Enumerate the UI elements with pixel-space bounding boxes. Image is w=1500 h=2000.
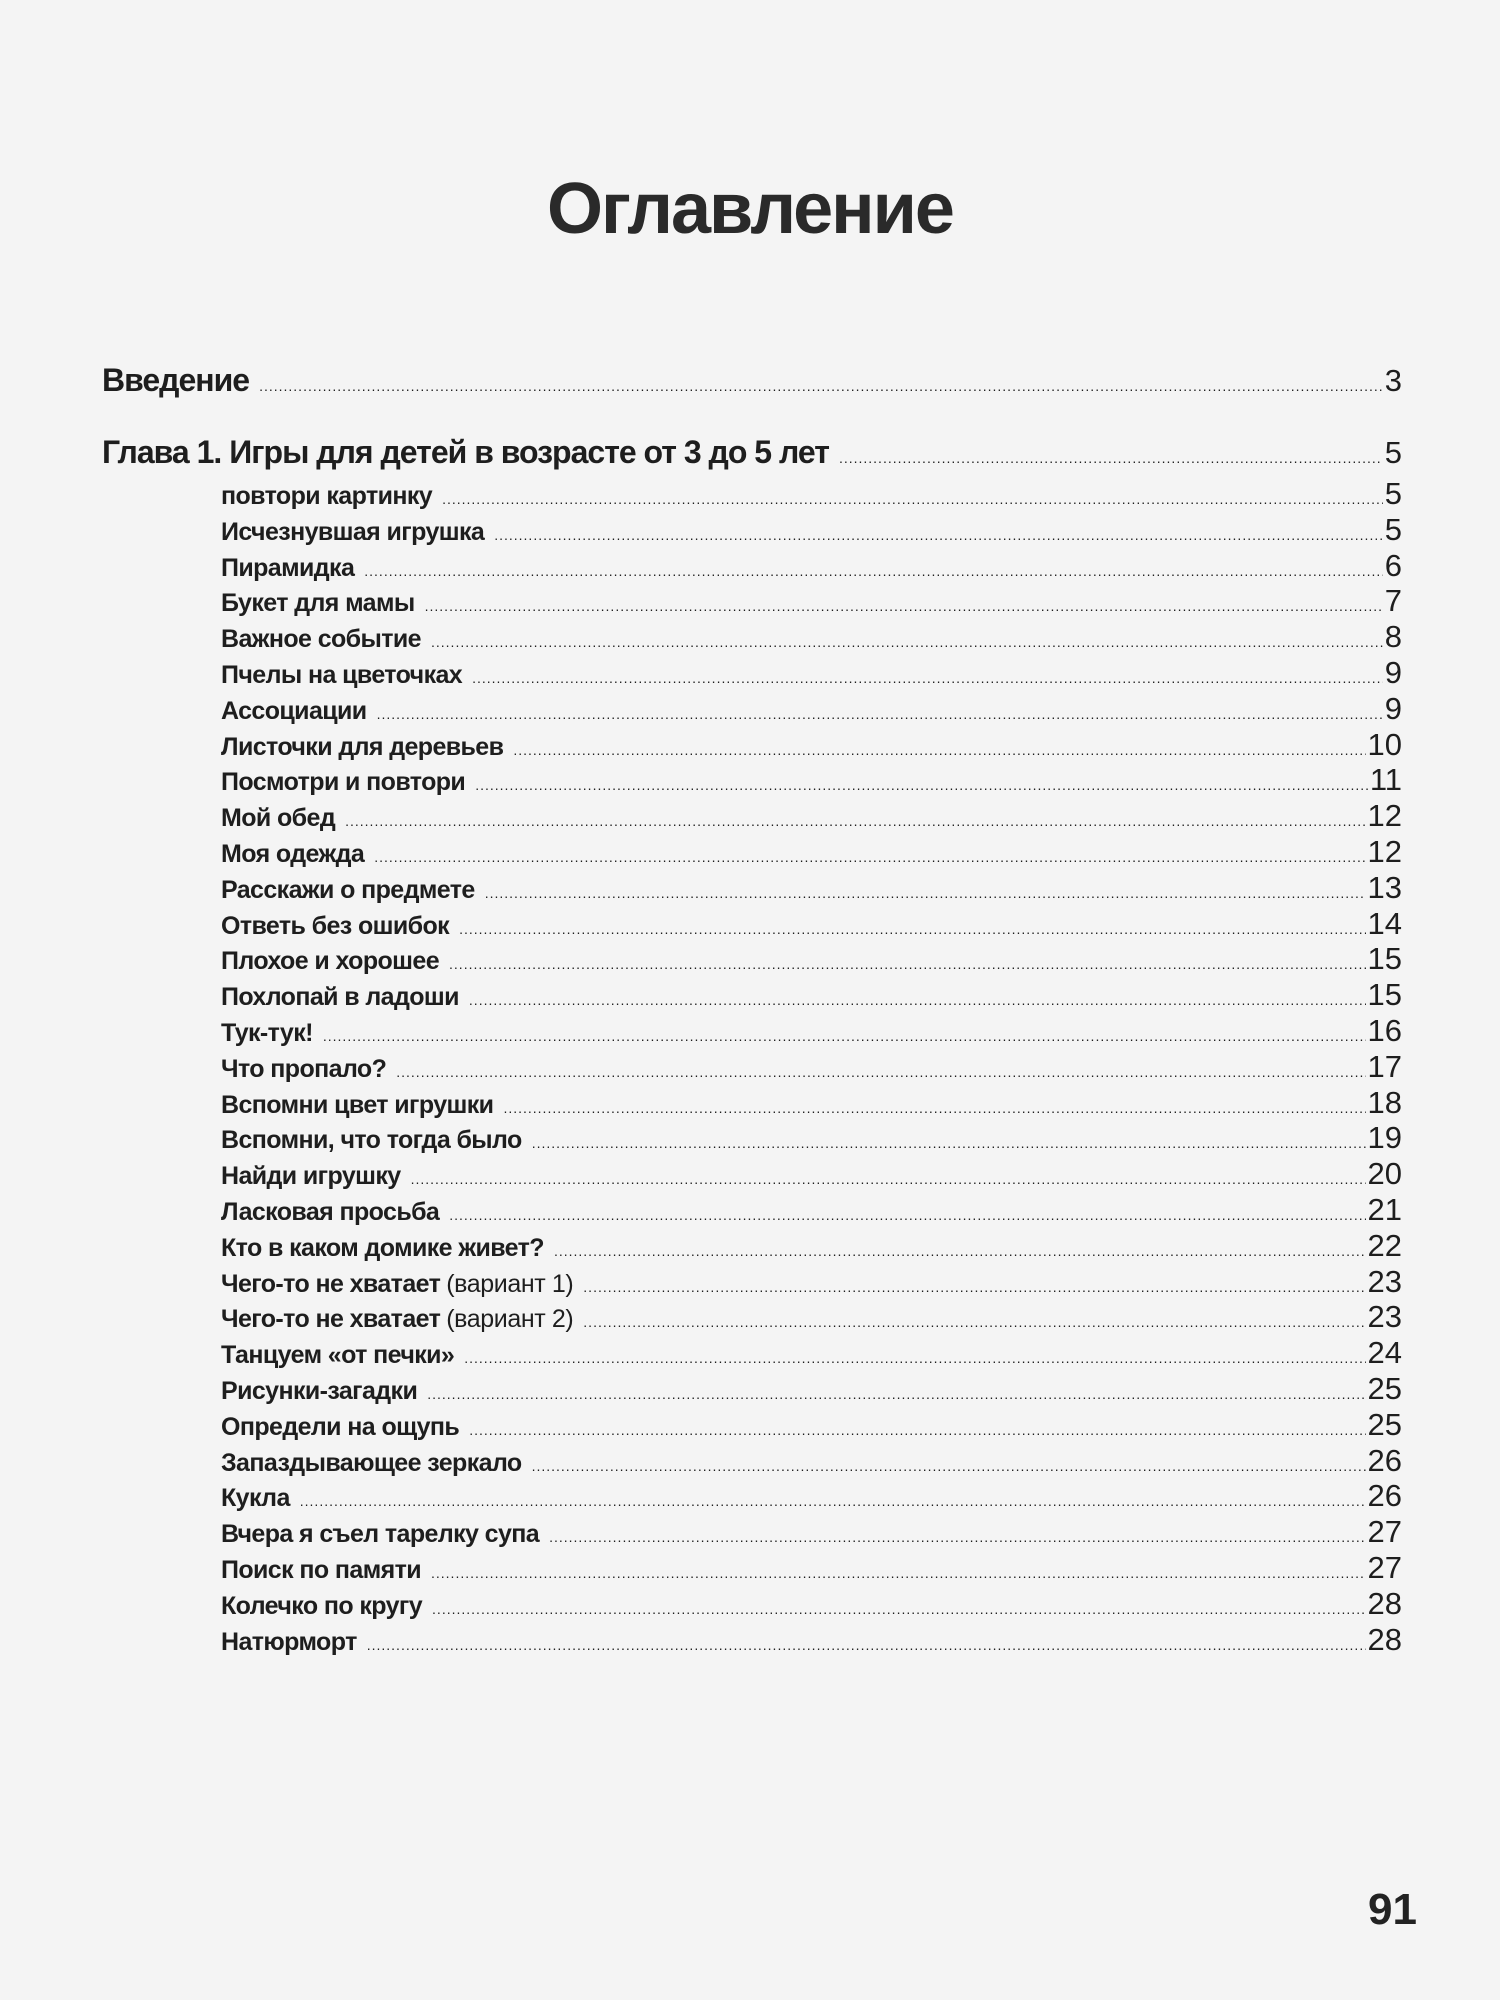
toc-entry-label: Букет для мамы bbox=[221, 589, 415, 618]
toc-entry-page: 17 bbox=[1367, 1048, 1402, 1084]
toc-entry-label: Мой обед bbox=[221, 804, 336, 833]
toc-entry-variant: (вариант 2) bbox=[446, 1305, 574, 1334]
toc-entry-page: 13 bbox=[1367, 869, 1402, 905]
dot-leader bbox=[469, 992, 1366, 1008]
dot-leader bbox=[485, 885, 1366, 901]
dot-leader bbox=[323, 1028, 1366, 1044]
toc-entry-page: 10 bbox=[1367, 726, 1402, 762]
toc-entry[interactable] bbox=[221, 1335, 1402, 1371]
toc-entry-label: Вспомни, что тогда было bbox=[221, 1126, 522, 1155]
toc-entry-label: Вчера я съел тарелку супа bbox=[221, 1520, 540, 1549]
toc-entry[interactable] bbox=[221, 548, 1402, 584]
toc-entry-label: Ассоциации bbox=[221, 696, 367, 725]
toc-entry[interactable] bbox=[221, 941, 1402, 977]
toc-entry-page: 14 bbox=[1367, 905, 1402, 941]
toc-entry-page: 23 bbox=[1367, 1299, 1402, 1335]
toc-entry[interactable] bbox=[221, 977, 1402, 1013]
toc-entry-label: Пчелы на цветочках bbox=[221, 661, 463, 689]
toc-entry-page: 8 bbox=[1384, 619, 1402, 655]
dot-leader bbox=[374, 849, 1365, 865]
toc-entry-page: 19 bbox=[1367, 1120, 1402, 1156]
dot-leader bbox=[503, 1100, 1365, 1116]
dot-leader bbox=[554, 1243, 1366, 1259]
toc-entry-page: 24 bbox=[1367, 1335, 1402, 1371]
toc-entry-label: Расскажи о предмете bbox=[221, 875, 475, 904]
toc-entry-label: Тук-тук! bbox=[221, 1019, 313, 1047]
toc-entry-label: Листочки для деревьев bbox=[221, 732, 504, 761]
dot-leader bbox=[432, 1601, 1365, 1617]
dot-leader bbox=[411, 1171, 1366, 1187]
toc-entry[interactable] bbox=[221, 655, 1402, 691]
toc-entry-page: 15 bbox=[1367, 941, 1402, 977]
toc-entry[interactable] bbox=[221, 691, 1402, 727]
toc-entry[interactable] bbox=[221, 1192, 1402, 1228]
toc-entry[interactable] bbox=[221, 1156, 1402, 1192]
toc-entry-page: 20 bbox=[1367, 1156, 1402, 1192]
toc-entry-page: 28 bbox=[1367, 1621, 1402, 1657]
toc-entry[interactable] bbox=[221, 1264, 1402, 1300]
dot-leader bbox=[427, 1386, 1365, 1402]
toc-entry-label: Важное событие bbox=[221, 625, 421, 654]
toc-entry-label: Ответь без ошибок bbox=[221, 911, 450, 940]
toc-entry-page: 18 bbox=[1367, 1084, 1402, 1120]
toc-entry-label: Пирамидка bbox=[221, 553, 355, 582]
toc-entry-page: 11 bbox=[1369, 762, 1402, 798]
toc-entry-page: 15 bbox=[1367, 977, 1402, 1013]
toc-entry-page: 27 bbox=[1367, 1550, 1402, 1585]
toc-entry-page: 5 bbox=[1384, 511, 1402, 547]
toc-entry[interactable] bbox=[221, 1120, 1402, 1156]
toc-entry[interactable] bbox=[221, 1622, 1402, 1658]
toc-entry-label: Исчезнувшая игрушка bbox=[221, 517, 485, 546]
toc-entry[interactable] bbox=[221, 1407, 1402, 1443]
toc-entry-page: 6 bbox=[1384, 547, 1402, 583]
dot-leader bbox=[442, 491, 1383, 507]
toc-entry-label: Посмотри и повтори bbox=[221, 768, 466, 797]
dot-leader bbox=[449, 956, 1365, 972]
toc-entry[interactable] bbox=[221, 1371, 1402, 1407]
toc-entry-label: Чего-то не хватает bbox=[221, 1269, 441, 1298]
toc-entry-label: Определи на ощупь bbox=[221, 1412, 460, 1441]
toc-entry[interactable] bbox=[221, 1443, 1402, 1479]
dot-leader bbox=[532, 1135, 1366, 1151]
dot-leader bbox=[472, 670, 1383, 686]
toc-entry-label: Рисунки-загадки bbox=[221, 1377, 418, 1405]
toc-entry-page: 22 bbox=[1367, 1227, 1402, 1263]
dot-leader bbox=[583, 1314, 1365, 1330]
toc-entry[interactable] bbox=[221, 619, 1402, 655]
toc-entry-label: Введение bbox=[102, 362, 250, 398]
toc-entry-page: 5 bbox=[1384, 435, 1402, 470]
dot-leader bbox=[513, 742, 1365, 758]
dot-leader bbox=[459, 921, 1365, 937]
dot-leader bbox=[469, 1422, 1365, 1438]
dot-leader bbox=[839, 450, 1383, 466]
toc-entry-label: Найди игрушку bbox=[221, 1162, 401, 1191]
toc-entry[interactable] bbox=[221, 1299, 1402, 1335]
toc-entry-label: Моя одежда bbox=[221, 840, 365, 868]
toc-entry-label: Танцуем «от печки» bbox=[221, 1341, 455, 1370]
toc-entry-label: Кукла bbox=[221, 1484, 290, 1513]
toc-entry-label: Похлопай в ладоши bbox=[221, 983, 459, 1012]
toc-entry[interactable] bbox=[221, 727, 1402, 763]
dot-leader bbox=[300, 1493, 1366, 1509]
dot-leader bbox=[449, 1207, 1365, 1223]
toc-entry-label: Вспомни цвет игрушки bbox=[221, 1090, 494, 1119]
toc-entry-page: 23 bbox=[1367, 1263, 1402, 1299]
toc-entry[interactable] bbox=[221, 1049, 1402, 1085]
toc-entry-label: Запаздывающее зеркало bbox=[221, 1448, 522, 1477]
toc-entry-page: 28 bbox=[1367, 1585, 1402, 1621]
dot-leader bbox=[377, 706, 1383, 722]
toc-entry[interactable] bbox=[221, 798, 1402, 834]
toc-entry-label: Плохое и хорошее bbox=[221, 947, 440, 976]
toc-entry-introduction[interactable] bbox=[102, 362, 1402, 399]
toc-entry-page: 7 bbox=[1384, 583, 1402, 619]
toc-entry[interactable] bbox=[221, 583, 1402, 619]
toc-entry-label: Кто в каком домике живет? bbox=[221, 1233, 544, 1262]
toc-entry[interactable] bbox=[221, 1228, 1402, 1264]
toc-entry-page: 12 bbox=[1367, 834, 1402, 869]
toc-entry[interactable] bbox=[221, 834, 1402, 870]
dot-leader bbox=[583, 1279, 1365, 1295]
toc-entry-page: 21 bbox=[1367, 1192, 1402, 1227]
toc-entry-label: Колечко по кругу bbox=[221, 1591, 423, 1620]
toc-entry-page: 27 bbox=[1367, 1514, 1402, 1550]
toc-entry-label: Глава 1. Игры для детей в возрасте от 3 до 5 лет bbox=[102, 434, 829, 470]
toc-entry[interactable] bbox=[221, 1514, 1402, 1550]
toc-entry-page: 26 bbox=[1367, 1442, 1402, 1478]
toc-entry[interactable] bbox=[221, 1550, 1402, 1586]
dot-leader bbox=[425, 598, 1383, 614]
dot-leader bbox=[549, 1529, 1365, 1545]
dot-leader bbox=[345, 813, 1365, 829]
dot-leader bbox=[431, 634, 1383, 650]
dot-leader bbox=[475, 777, 1368, 793]
dot-leader bbox=[532, 1458, 1366, 1474]
toc-entry-chapter-1[interactable] bbox=[102, 434, 1402, 471]
toc-entry-page: 25 bbox=[1367, 1371, 1402, 1406]
toc-entry-label: Что пропало? bbox=[221, 1054, 387, 1083]
toc-entry-label: Ласковая просьба bbox=[221, 1198, 440, 1226]
toc-entry-label: Натюрморт bbox=[221, 1627, 357, 1656]
toc-entry[interactable] bbox=[221, 762, 1402, 798]
toc-entry[interactable] bbox=[221, 476, 1402, 512]
toc-entry[interactable] bbox=[221, 1085, 1402, 1121]
toc-entry[interactable] bbox=[221, 1586, 1402, 1622]
toc-entry-label: Поиск по памяти bbox=[221, 1556, 421, 1584]
toc-entry-page: 3 bbox=[1384, 363, 1402, 398]
dot-leader bbox=[494, 527, 1383, 543]
toc-entry-label: Чего-то не хватает bbox=[221, 1305, 441, 1334]
toc-entry-page: 25 bbox=[1367, 1406, 1402, 1442]
dot-leader bbox=[464, 1350, 1365, 1366]
toc-entry-variant: (вариант 1) bbox=[446, 1269, 574, 1298]
toc-entry-page: 9 bbox=[1384, 690, 1402, 726]
toc-entry-label: повтори картинку bbox=[221, 482, 433, 510]
toc-entry-page: 12 bbox=[1367, 798, 1402, 834]
toc-entry[interactable] bbox=[221, 1013, 1402, 1049]
toc-entry[interactable] bbox=[221, 906, 1402, 942]
toc-entry-page: 9 bbox=[1384, 655, 1402, 690]
page-number: 91 bbox=[1368, 1885, 1417, 1934]
dot-leader bbox=[396, 1064, 1365, 1080]
toc-entry[interactable] bbox=[221, 512, 1402, 548]
toc-entry-page: 5 bbox=[1384, 476, 1402, 511]
page-title: Оглавление bbox=[547, 169, 953, 249]
toc-entry-page: 16 bbox=[1367, 1013, 1402, 1048]
toc-entry[interactable] bbox=[221, 1478, 1402, 1514]
toc-entry[interactable] bbox=[221, 870, 1402, 906]
dot-leader bbox=[431, 1565, 1366, 1581]
toc-entry-page: 26 bbox=[1367, 1478, 1402, 1514]
dot-leader bbox=[367, 1637, 1366, 1653]
dot-leader bbox=[259, 378, 1383, 394]
dot-leader bbox=[364, 563, 1382, 579]
